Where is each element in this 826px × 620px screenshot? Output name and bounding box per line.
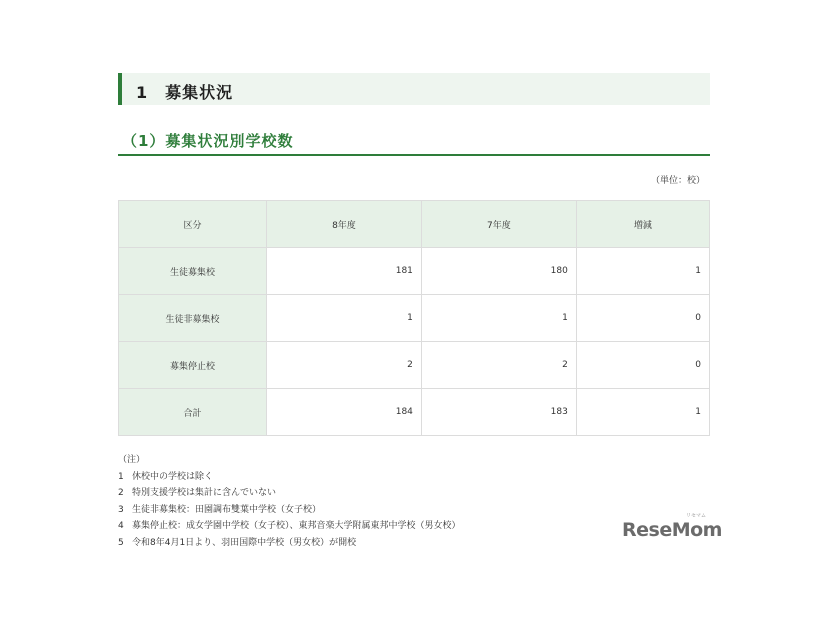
notes-heading: （注） xyxy=(118,455,146,465)
cell-year-7: 2 xyxy=(421,342,576,389)
cell-year-7: 183 xyxy=(421,389,576,436)
cell-change: 1 xyxy=(576,389,709,436)
header-year-7: 7年度 xyxy=(421,201,576,248)
row-label: 募集停止校 xyxy=(119,342,267,389)
note-item xyxy=(118,535,461,552)
section-header xyxy=(118,73,710,105)
table-header-row xyxy=(119,201,710,248)
note-number: 5 xyxy=(118,537,124,548)
header-year-8: 8年度 xyxy=(267,201,422,248)
note-text: 生徒非募集校：田園調布雙葉中学校（女子校） xyxy=(132,504,322,515)
note-item xyxy=(118,485,461,502)
cell-change: 0 xyxy=(576,342,709,389)
cell-year-8: 2 xyxy=(267,342,422,389)
row-label: 生徒募集校 xyxy=(119,248,267,295)
table-row xyxy=(119,342,710,389)
note-item xyxy=(118,502,461,519)
cell-year-7: 180 xyxy=(421,248,576,295)
note-item xyxy=(118,518,461,535)
table-row xyxy=(119,248,710,295)
notes-block xyxy=(118,452,461,551)
note-number: 2 xyxy=(118,488,124,498)
cell-year-8: 184 xyxy=(267,389,422,436)
resemom-logo: ReseMom xyxy=(622,519,722,541)
note-number: 4 xyxy=(118,521,124,531)
header-change: 増減 xyxy=(576,201,709,248)
note-text: 休校中の学校は除く xyxy=(132,471,214,482)
cell-change: 0 xyxy=(576,295,709,342)
row-label: 合計 xyxy=(119,389,267,436)
section-title: 1 募集状況 xyxy=(136,83,234,102)
cell-year-8: 1 xyxy=(267,295,422,342)
table-row xyxy=(119,389,710,436)
subsection-title: （1）募集状況別学校数 xyxy=(122,132,294,150)
note-item xyxy=(118,469,461,486)
cell-year-7: 1 xyxy=(421,295,576,342)
table-row xyxy=(119,295,710,342)
note-number: 3 xyxy=(118,504,124,515)
cell-change: 1 xyxy=(576,248,709,295)
subsection-header xyxy=(118,128,710,156)
cell-year-8: 181 xyxy=(267,248,422,295)
logo-kana: リセマム xyxy=(686,513,706,519)
note-number: 1 xyxy=(118,471,124,482)
note-text: 令和8年4月1日より、羽田国際中学校（男女校）が開校 xyxy=(132,537,357,548)
header-category: 区分 xyxy=(119,201,267,248)
row-label: 生徒非募集校 xyxy=(119,295,267,342)
schools-table xyxy=(118,200,710,436)
unit-note: （単位：校） xyxy=(650,176,705,186)
note-text: 特別支援学校は集計に含んでいない xyxy=(132,488,277,498)
note-text: 募集停止校：成女学園中学校（女子校）、東邦音楽大学附属東邦中学校（男女校） xyxy=(132,521,461,531)
